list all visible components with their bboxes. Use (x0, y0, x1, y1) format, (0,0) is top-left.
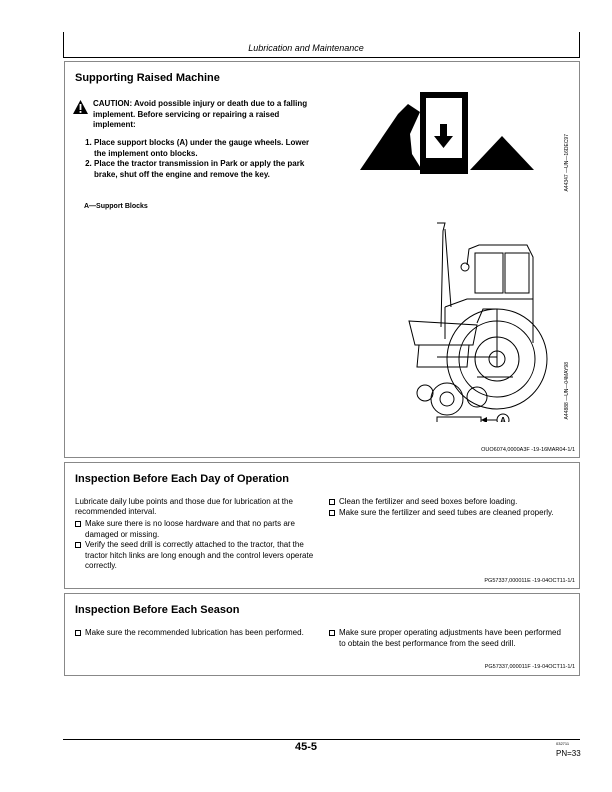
right-checklist (329, 497, 574, 518)
callout-a: A (500, 416, 506, 422)
caution-text: CAUTION: Avoid possible injury or death due to a falling implement. Before servicing or repairing a raised implement: (93, 99, 308, 129)
safety-step: 1. Place support blocks (A) under the gauge wheels. Lower the implement onto blocks. (94, 138, 319, 159)
page-number: 45-5 (294, 741, 318, 753)
left-checklist (75, 628, 315, 639)
right-checklist (329, 628, 561, 649)
checkbox-icon (329, 499, 335, 505)
footer-rule (63, 739, 580, 740)
checklist-item: Verify the seed drill is correctly attached to the tractor, that the tractor hitch links are long enough and the control levers operate correctly. (75, 540, 323, 572)
checklist-item: Clean the fertilizer and seed boxes before loading. (329, 497, 574, 508)
figure2-code: A44888 —UN—04MAY98 (564, 362, 570, 420)
safety-steps-list (80, 138, 319, 180)
warning-triangle-icon (73, 100, 88, 114)
intro-text: Lubricate daily lube points and those due for lubrication at the recommended interval. (75, 497, 293, 516)
running-header: Lubrication and Maintenance (248, 43, 364, 53)
checkbox-icon (75, 542, 81, 548)
figure1-code: A44347 —UN—16DEC97 (564, 134, 570, 192)
checkbox-icon (329, 630, 335, 636)
section-inspection-season (64, 593, 580, 676)
reference-code: PG57337,000011E -19-04OCT11-1/1 (484, 578, 575, 584)
section-inspection-daily (64, 462, 580, 589)
support-block-illustration (350, 72, 550, 197)
section-title: Supporting Raised Machine (75, 72, 220, 84)
section-supporting-raised-machine (64, 61, 580, 458)
section-title: Inspection Before Each Season (75, 604, 240, 616)
section-title: Inspection Before Each Day of Operation (75, 473, 289, 485)
left-checklist (75, 519, 323, 572)
checklist-item: Make sure proper operating adjustments have been performed to obtain the best performance from the seed drill. (329, 628, 561, 649)
caution-block (73, 99, 308, 131)
checkbox-icon (329, 510, 335, 516)
figure-legend: A—Support Blocks (84, 203, 148, 210)
footer-small-code: 032711 (556, 741, 570, 746)
reference-code: PG57337,000011F -19-04OCT11-1/1 (484, 664, 575, 670)
checklist-item: Make sure the fertilizer and seed tubes are cleaned properly. (329, 508, 574, 519)
reference-code: OUO6074,0000A3F -19-16MAR04-1/1 (481, 447, 575, 453)
checkbox-icon (75, 521, 81, 527)
pn-label: PN=33 (556, 749, 581, 758)
checkbox-icon (75, 630, 81, 636)
header-rule (63, 57, 580, 58)
checklist-item: Make sure the recommended lubrication has been performed. (75, 628, 315, 639)
tractor-seed-drill-illustration (327, 217, 567, 422)
safety-step: 2. Place the tractor transmission in Park or apply the park brake, shut off the engine and remove the key. (94, 159, 319, 180)
checklist-item: Make sure there is no loose hardware and that no parts are damaged or missing. (75, 519, 323, 540)
